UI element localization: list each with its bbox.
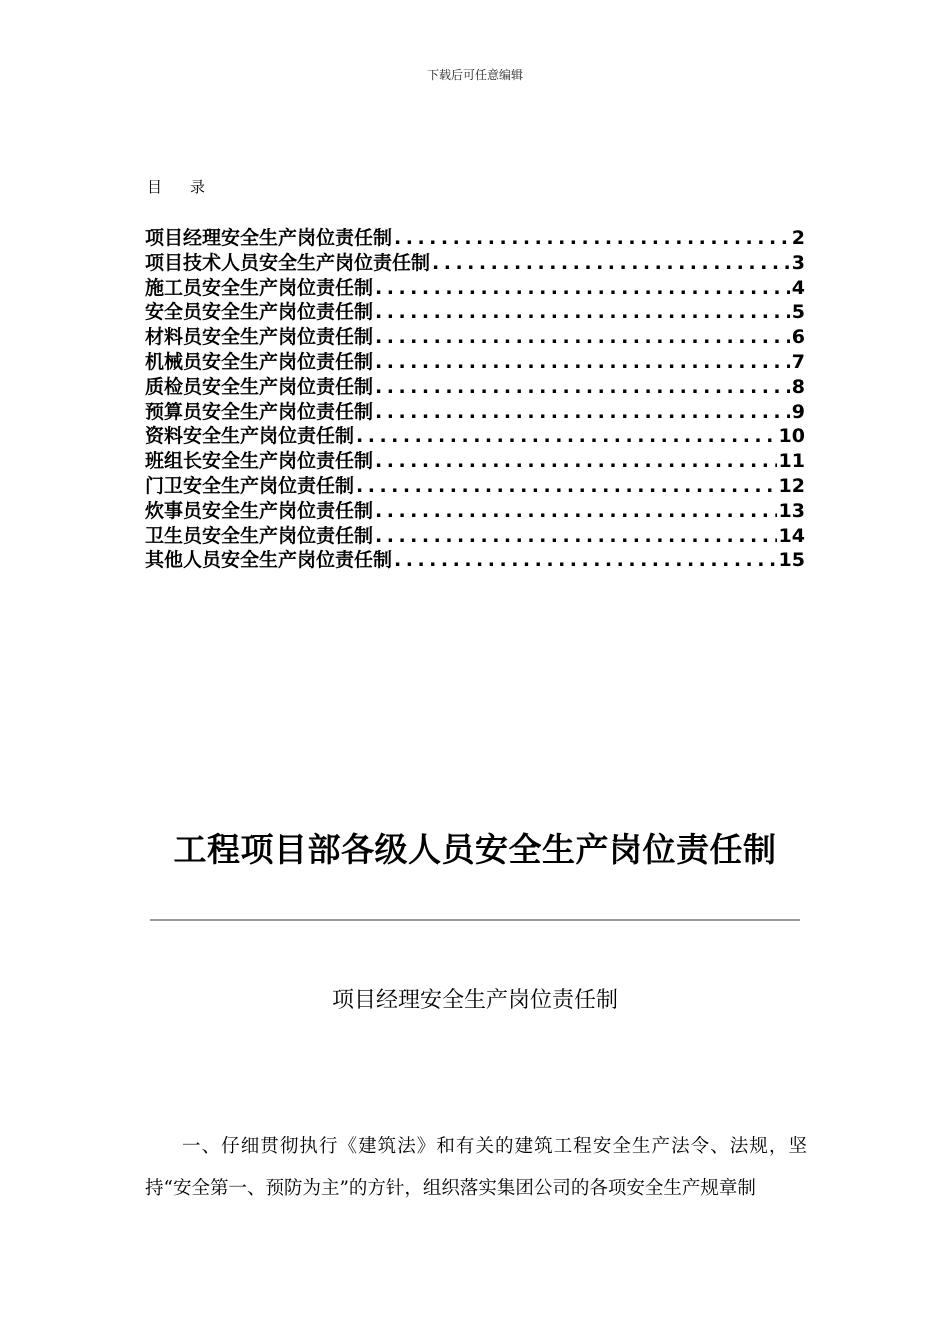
- toc-entry-page: 13: [778, 499, 805, 522]
- title-divider: [150, 919, 800, 921]
- toc-entry-label: 材料员安全生产岗位责任制: [145, 326, 374, 349]
- toc-entry-page: 2: [791, 227, 805, 249]
- toc-entry-label: 炊事员安全生产岗位责任制: [145, 499, 374, 522]
- toc-entry-page: 3: [791, 251, 805, 274]
- toc-entry-label: 资料安全生产岗位责任制: [145, 425, 355, 448]
- toc-entry-page: 14: [778, 524, 805, 547]
- toc-dot-leader: [432, 251, 790, 276]
- toc-dot-leader: [394, 548, 777, 573]
- page-header-note: 下载后可任意编辑: [426, 68, 523, 82]
- toc-dot-leader: [375, 524, 777, 549]
- toc-entry-label: 预算员安全生产岗位责任制: [145, 400, 374, 423]
- toc-entry[interactable]: [145, 226, 805, 251]
- toc-dot-leader: [375, 300, 790, 325]
- toc-dot-leader: [375, 499, 777, 524]
- toc-title: [147, 176, 207, 197]
- toc-entry[interactable]: [145, 524, 805, 549]
- toc-entry-page: 12: [778, 474, 805, 497]
- toc-dot-leader: [375, 449, 777, 474]
- toc-dot-leader: [356, 424, 777, 449]
- toc-entry[interactable]: [145, 548, 805, 573]
- toc-entry-label: 机械员安全生产岗位责任制: [145, 350, 374, 373]
- toc-entry[interactable]: [145, 400, 805, 425]
- toc-entry-label: 项目经理安全生产岗位责任制: [145, 227, 393, 249]
- toc-dot-leader: [375, 325, 790, 350]
- toc-entry-label: 其他人员安全生产岗位责任制: [145, 549, 393, 572]
- toc-entry-page: 8: [791, 375, 805, 398]
- toc-entry[interactable]: [145, 424, 805, 449]
- toc-entry-page: 15: [778, 549, 805, 572]
- toc-entry[interactable]: [145, 251, 805, 276]
- table-of-contents: [145, 226, 805, 573]
- toc-entry-page: 4: [791, 276, 805, 299]
- toc-entry-label: 班组长安全生产岗位责任制: [145, 450, 374, 473]
- toc-dot-leader: [356, 474, 777, 499]
- toc-entry[interactable]: [145, 300, 805, 325]
- toc-title-part2: 录: [190, 178, 208, 196]
- toc-entry[interactable]: [145, 350, 805, 375]
- toc-entry-label: 卫生员安全生产岗位责任制: [145, 524, 374, 547]
- toc-entry-label: 施工员安全生产岗位责任制: [145, 276, 374, 299]
- toc-dot-leader: [375, 400, 790, 425]
- document-main-title: 工程项目部各级人员安全生产岗位责任制: [173, 830, 777, 869]
- toc-entry-page: 10: [778, 425, 805, 448]
- toc-entry[interactable]: [145, 474, 805, 499]
- toc-entry-label: 安全员安全生产岗位责任制: [145, 301, 374, 324]
- toc-dot-leader: [375, 375, 790, 400]
- toc-entry-label: 质检员安全生产岗位责任制: [145, 375, 374, 398]
- toc-entry[interactable]: [145, 325, 805, 350]
- toc-entry-page: 6: [791, 326, 805, 349]
- toc-title-part1: 目: [147, 178, 165, 196]
- toc-dot-leader: [375, 350, 790, 375]
- toc-dot-leader: [394, 226, 790, 251]
- toc-entry-page: 5: [791, 301, 805, 324]
- toc-entry-label: 门卫安全生产岗位责任制: [145, 474, 355, 497]
- section-title: 项目经理安全生产岗位责任制: [331, 988, 618, 1013]
- toc-dot-leader: [375, 276, 790, 301]
- toc-entry[interactable]: [145, 499, 805, 524]
- toc-entry-page: 7: [791, 350, 805, 373]
- toc-entry[interactable]: [145, 375, 805, 400]
- toc-entry[interactable]: [145, 449, 805, 474]
- body-paragraph: 一、仔细贯彻执行《建筑法》和有关的建筑工程安全生产法令、法规，坚持“安全第一、预防为主”的方针，组织落实集团公司的各项安全生产规章制: [145, 1136, 807, 1199]
- toc-entry-label: 项目技术人员安全生产岗位责任制: [145, 251, 431, 274]
- toc-entry-page: 11: [778, 450, 805, 473]
- toc-entry-page: 9: [791, 400, 805, 423]
- toc-entry[interactable]: [145, 276, 805, 301]
